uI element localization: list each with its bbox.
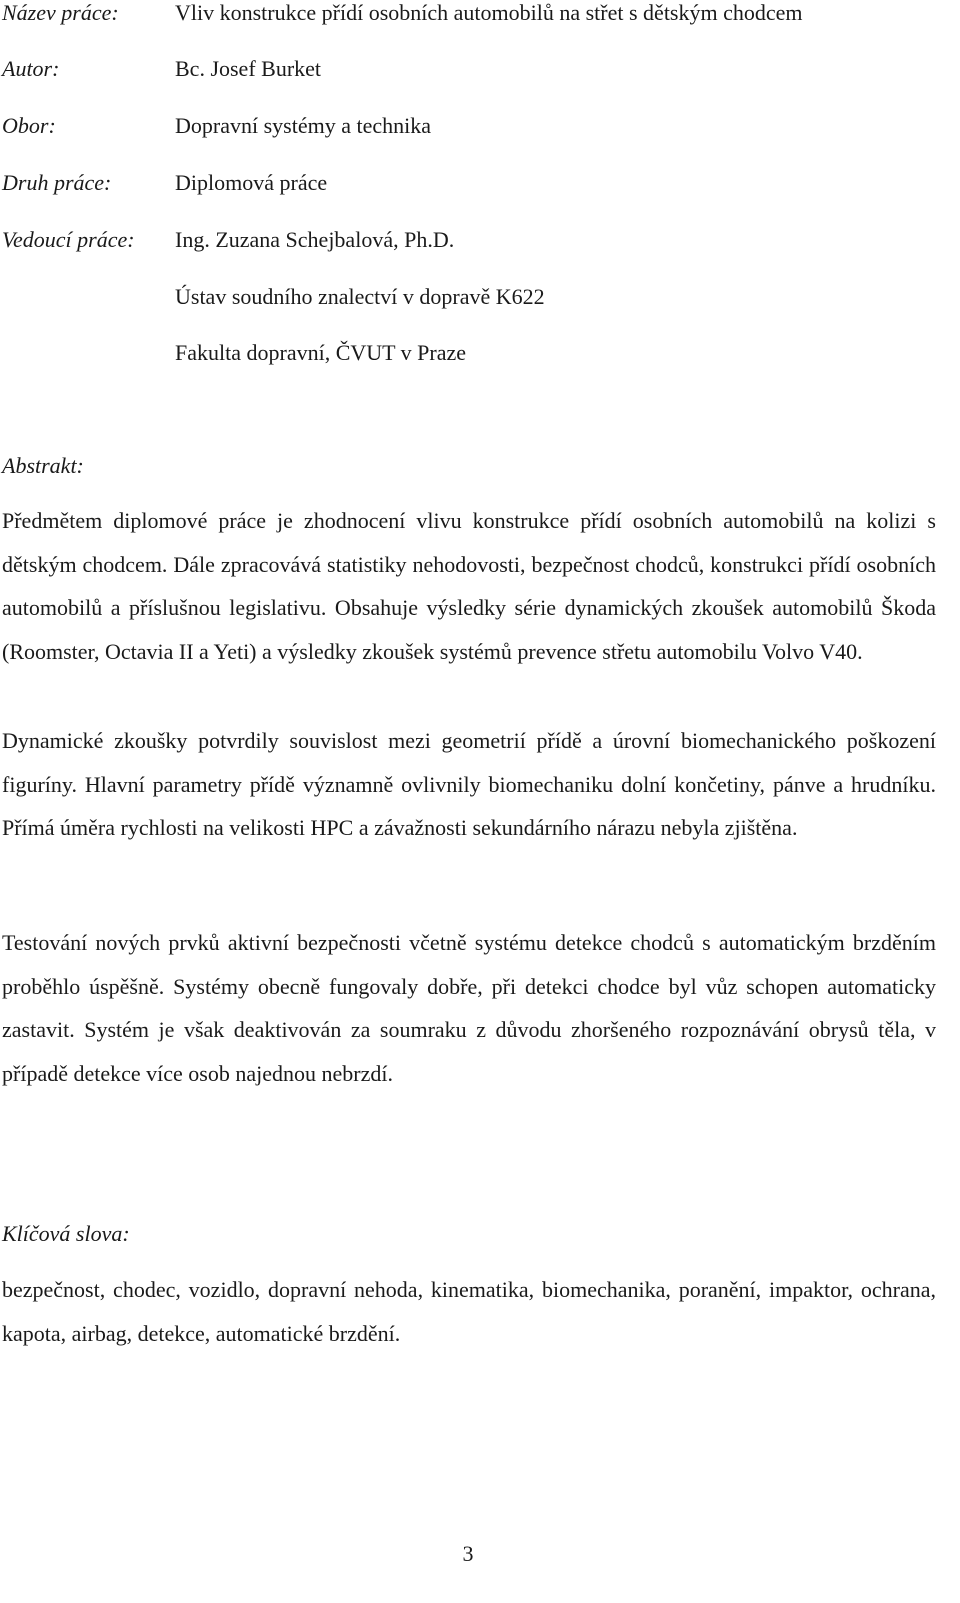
abstract-heading: Abstrakt: [2,453,84,478]
page-number: 3 [462,1541,474,1566]
keywords-text: bezpečnost, chodec, vozidlo, dopravní nehoda, kinematika, biomechanika, poranění, impaktor, ochrana, kapota, airbag, detekce, automatické brzdění. [2,1277,936,1346]
supervisor-value: Ing. Zuzana Schejbalová, Ph.D. [175,227,455,252]
author-label: Autor: [2,56,60,81]
thesis-title-value: Vliv konstrukce přídí osobních automobilů na střet s dětským chodcem [175,0,803,25]
field-value: Dopravní systémy a technika [175,113,431,138]
abstract-paragraph-2: Dynamické zkoušky potvrdily souvislost mezi geometrií přídě a úrovní biomechanického poškození figuríny. Hlavní parametry přídě významně ovlivnily biomechaniku dolní končetiny, pánve a hrudníku. Přímá úměra rychlosti na velikosti HPC a závažnosti sekundárního nárazu nebyla zjištěna. [2,728,936,840]
supervisor-label: Vedoucí práce: [2,227,135,252]
field-label: Obor: [2,113,56,138]
keywords-heading: Klíčová slova: [2,1221,130,1246]
faculty-name: Fakulta dopravní, ČVUT v Praze [175,340,467,365]
thesis-type-value: Diplomová práce [175,170,328,195]
thesis-title-label: Název práce: [2,0,119,25]
abstract-paragraph-1: Předmětem diplomové práce je zhodnocení vlivu konstrukce přídí osobních automobilů na kolizi s dětským chodcem. Dále zpracovává statistiky nehodovosti, bezpečnost chodců, konstrukci přídí osobních automobilů a příslušnou legislativu. Obsahuje výsledky série dynamických zkoušek automobilů Škoda (Roomster, Octavia II a Yeti) a výsledky zkoušek systémů prevence střetu automobilu Volvo V40. [2,508,936,664]
institute-name: Ústav soudního znalectví v dopravě K622 [175,284,545,309]
abstract-paragraph-3: Testování nových prvků aktivní bezpečnosti včetně systému detekce chodců s automatickým brzděním proběhlo úspěšně. Systémy obecně fungovaly dobře, při detekci chodce byl vůz schopen automaticky zastavit. Systém je však deaktivován za soumraku z důvodu zhoršeného rozpoznávání obrysů těla, v případě detekce více osob najednou nebrzdí. [2,930,936,1086]
author-value: Bc. Josef Burket [175,56,322,81]
thesis-type-label: Druh práce: [2,170,112,195]
